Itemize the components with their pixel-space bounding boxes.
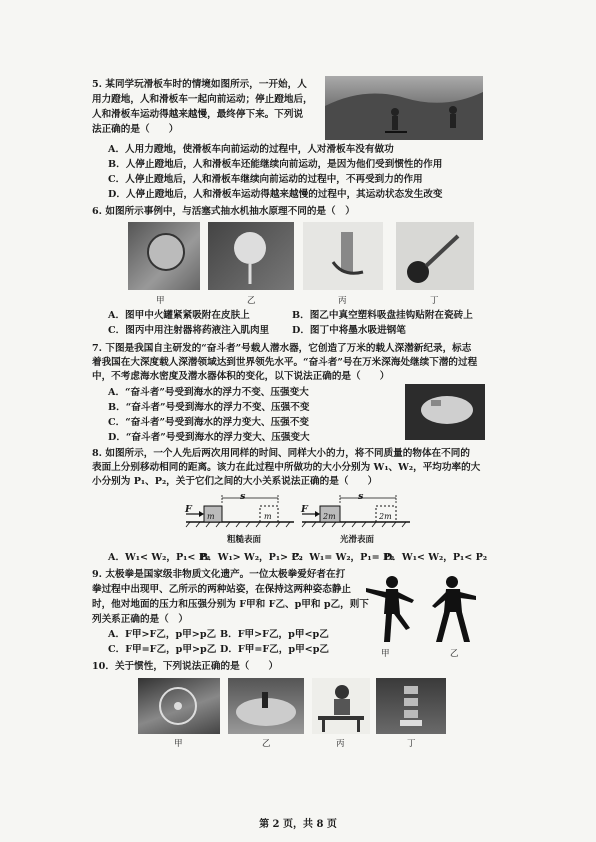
q10-image-bing [312,678,370,734]
q9-option-d[interactable]: D．F甲=F乙，p甲<p乙 [220,644,329,655]
q6-option-c[interactable]: C．图丙中用注射器将药液注入肌肉里 [108,325,270,336]
q7-option-b[interactable]: B．“奋斗者”号受到海水的浮力不变、压强不变 [108,402,310,413]
q6-caption-jia: 甲 [156,296,165,306]
q9-option-c[interactable]: C．F甲=F乙，p甲>p乙 [108,644,217,655]
q7-option-a[interactable]: A．“奋斗者”号受到海水的浮力不变、压强变大 [108,387,309,398]
q8-stem-line3: 小分别为 P₁、P₂，关于它们之间的大小关系说法正确的是（ ） [92,476,378,487]
q6-option-b[interactable]: B．图乙中真空塑料吸盘挂钩贴附在瓷砖上 [292,310,473,321]
q6-option-a[interactable]: A．图甲中火罐紧紧吸附在皮肤上 [108,310,250,321]
q8-rough-caption: 粗糙表面 [227,535,262,545]
q7-stem-line3: 中，不考虑海水密度及潜水器体积的变化，以下说法正确的是（ ） [92,371,390,382]
q6-caption-ding: 丁 [430,296,439,306]
q8-option-a[interactable]: A．W₁< W₂，P₁< P₂ [108,552,211,563]
q9-stem-line4: 列关系正确的是（ ） [92,614,188,625]
q8-option-d[interactable]: D．W₁< W₂，P₁< P₂ [384,552,488,563]
q8-smooth-caption: 光滑表面 [340,535,375,545]
q5-stem-line3: 人和滑板车运动得越来越慢，最终停下来。下列说 [92,109,304,120]
q6-option-d[interactable]: D．图丁中将墨水吸进钢笔 [292,325,406,336]
q10-caption-yi: 乙 [262,739,271,749]
q10-caption-bing: 丙 [336,739,345,749]
q5-stem-line4: 法正确的是（ ） [92,124,179,135]
q6-image-yi [208,222,294,290]
q8-option-c[interactable]: C．W₁= W₂，P₁= P₂ [292,552,395,563]
q8-smooth-block-label: 2m [323,512,336,521]
q6-image-ding [396,222,474,290]
q6-stem: 6. 如图所示事例中，与活塞式抽水机抽水原理不同的是（ ） [92,206,355,217]
q5-option-c[interactable]: C．人停止蹬地后，人和滑板车继续向前运动的过程中，不再受到力的作用 [108,174,423,185]
q10-caption-ding: 丁 [407,739,416,749]
q5-option-d[interactable]: D．人停止蹬地后，人和滑板车运动得越来越慢的过程中，其运动状态发生改变 [108,189,443,200]
q8-smooth-block2-label: 2m [379,512,392,521]
q7-stem-line1: 7. 下图是我国自主研发的“奋斗者”号载人潜水器，它创造了万米的载人深潜新纪录，标志 [92,343,472,354]
q9-stem-line3: 时，他对地面的压力和压强分别为 F甲和 F乙、p甲和 p乙，则下 [92,599,369,610]
q6-caption-bing: 丙 [338,296,347,306]
taichi-figure-jia [362,572,418,644]
q6-caption-yi: 乙 [247,296,256,306]
q8-smooth-force-label: F [301,504,308,515]
q7-stem-line2: 着我国在大深度载人深潜领域达到世界领先水平。“奋斗者”号在万米深海处继续下潜的过程 [92,357,478,368]
q9-stem-line2: 拳过程中出现甲、乙所示的两种站姿，在保持这两种姿态静止 [92,584,352,595]
q8-stem-line1: 8. 如图所示，一个人先后两次用同样的时间、同样大小的力，将不同质量的物体在不同的 [92,448,470,459]
page-footer: 第 2 页，共 8 页 [259,819,337,830]
q8-rough-distance-label: s [240,491,246,502]
q8-rough-block-label: m [207,512,215,521]
q10-caption-jia: 甲 [174,739,183,749]
q8-smooth-distance-label: s [358,491,364,502]
q9-option-b[interactable]: B．F甲>F乙，p甲<p乙 [220,629,329,640]
taichi-figure-yi [426,572,482,644]
q9-stem-line1: 9. 太极拳是国家级非物质文化遗产。一位太极拳爱好者在打 [92,569,346,580]
q8-stem-line2: 表面上分别移动相同的距离。该力在此过程中所做功的大小分别为 W₁、W₂，平均功率的大 [92,462,481,473]
q5-stem-line2: 用力蹬地，人和滑板车一起向前运动；停止蹬地后， [92,94,313,105]
submersible-photo [405,384,485,440]
q5-option-a[interactable]: A．人用力蹬地，使滑板车向前运动的过程中，人对滑板车没有做功 [108,144,394,155]
q8-rough-block2-label: m [264,512,272,521]
q9-caption-yi: 乙 [450,649,459,659]
q10-image-ding [376,678,446,734]
q5-option-b[interactable]: B．人停止蹬地后，人和滑板车还能继续向前运动，是因为他们受到惯性的作用 [108,159,443,170]
q8-option-b[interactable]: B．W₁> W₂，P₁> P₂ [200,552,303,563]
q6-image-jia [128,222,200,290]
q7-option-d[interactable]: D．“奋斗者”号受到海水的浮力变大、压强变大 [108,432,310,443]
q10-image-yi [228,678,304,734]
q5-stem-line1: 5. 某同学玩滑板车时的情境如图所示，一开始，人 [92,79,307,90]
q9-option-a[interactable]: A．F甲>F乙，p甲>p乙 [108,629,217,640]
q8-rough-force-label: F [185,504,192,515]
q9-caption-jia: 甲 [381,649,390,659]
q7-option-c[interactable]: C．“奋斗者”号受到海水的浮力变大、压强不变 [108,417,309,428]
skateboard-photo [325,76,483,140]
q8-diagram-smooth [296,494,416,530]
q10-image-jia [138,678,220,734]
q10-stem: 10．关于惯性，下列说法正确的是（ ） [92,661,279,672]
q6-image-bing [303,222,383,290]
